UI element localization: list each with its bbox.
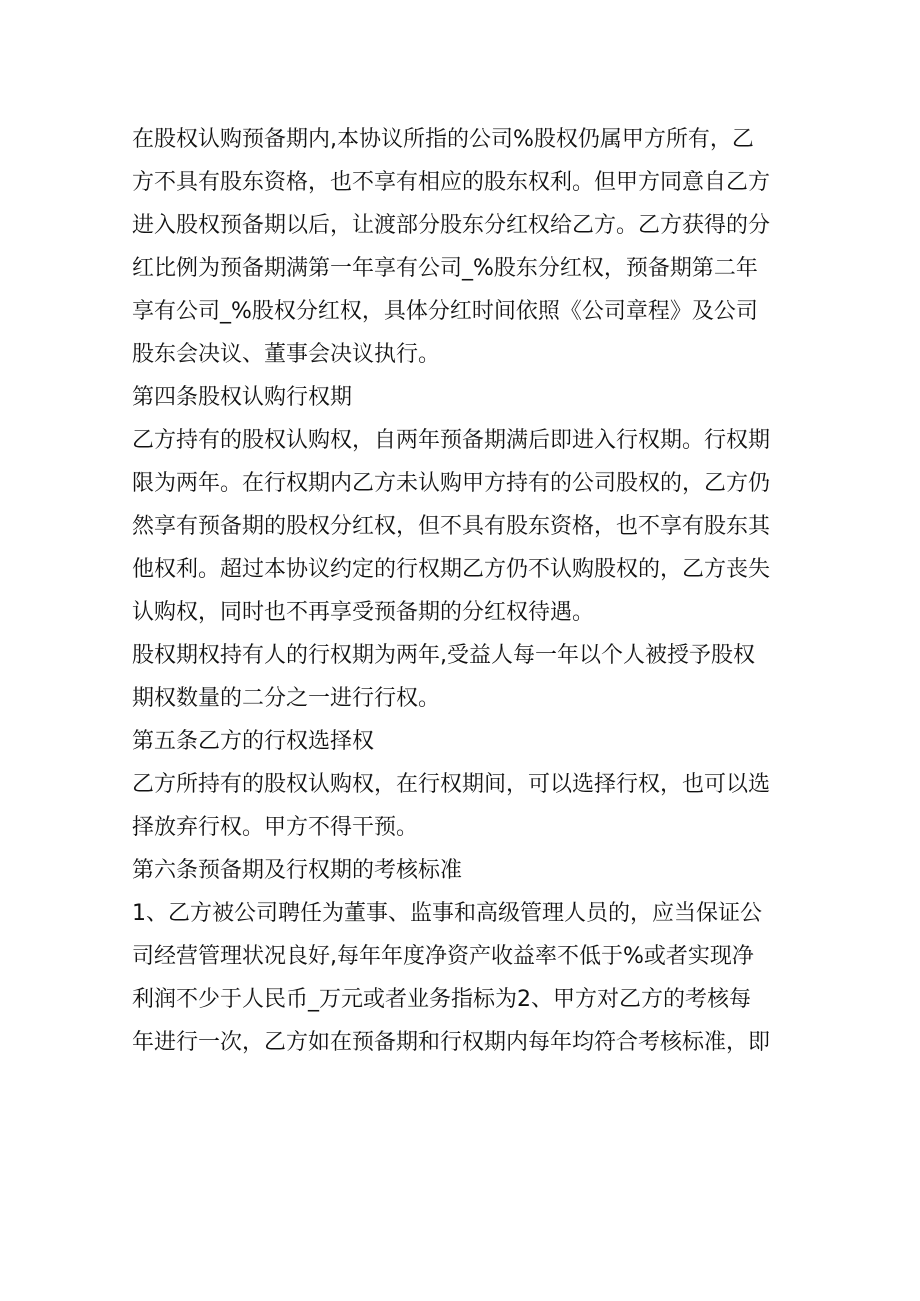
text-line: 股东会决议、董事会决议执行。 bbox=[132, 342, 441, 367]
text-line: 期权数量的二分之一进行行权。 bbox=[132, 686, 441, 711]
heading-article-5 bbox=[132, 720, 797, 763]
text-line: 股权期权持有人的行权期为两年,受益人每一年以个人被授予股权 bbox=[132, 643, 755, 668]
text-line: 然享有预备期的股权分红权，但不具有股东资格，也不享有股东其 bbox=[132, 514, 771, 539]
paragraph-exercise-choice bbox=[132, 763, 797, 849]
text-line: 年进行一次，乙方如在预备期和行权期内每年均符合考核标准，即 bbox=[132, 1030, 771, 1055]
heading-article-6 bbox=[132, 849, 797, 892]
section-heading: 第六条预备期及行权期的考核标准 bbox=[132, 858, 463, 883]
text-line: 他权利。超过本协议约定的行权期乙方仍不认购股权的，乙方丧失 bbox=[132, 557, 771, 582]
text-line: 乙方所持有的股权认购权，在行权期间，可以选择行权，也可以选 bbox=[132, 772, 771, 797]
text-line: 利润不少于人民币_万元或者业务指标为2、甲方对乙方的考核每 bbox=[132, 987, 751, 1012]
section-heading: 第四条股权认购行权期 bbox=[132, 385, 353, 410]
text-line: 认购权，同时也不再享受预备期的分红权待遇。 bbox=[132, 600, 595, 625]
text-line: 进入股权预备期以后，让渡部分股东分红权给乙方。乙方获得的分 bbox=[132, 213, 771, 238]
text-line: 司经营管理状况良好,每年年度净资产收益率不低于%或者实现净 bbox=[132, 944, 754, 969]
text-line: 乙方持有的股权认购权，自两年预备期满后即进入行权期。行权期 bbox=[132, 428, 771, 453]
paragraph-assessment-standard bbox=[132, 892, 797, 1064]
text-line: 在股权认购预备期内,本协议所指的公司%股权仍属甲方所有，乙 bbox=[132, 127, 754, 152]
text-line: 红比例为预备期满第一年享有公司_%股东分红权，预备期第二年 bbox=[132, 256, 758, 281]
text-line: 限为两年。在行权期内乙方未认购甲方持有的公司股权的，乙方仍 bbox=[132, 471, 771, 496]
paragraph-equity-subscription-preparation bbox=[132, 118, 797, 376]
text-line: 方不具有股东资格，也不享有相应的股东权利。但甲方同意自乙方 bbox=[132, 170, 771, 195]
text-line: 享有公司_%股权分红权，具体分红时间依照《公司章程》及公司 bbox=[132, 299, 758, 324]
text-line: 1、乙方被公司聘任为董事、监事和高级管理人员的，应当保证公 bbox=[132, 901, 762, 926]
section-heading: 第五条乙方的行权选择权 bbox=[132, 729, 375, 754]
document-body bbox=[132, 118, 797, 1064]
paragraph-option-holder-exercise bbox=[132, 634, 797, 720]
paragraph-exercise-period bbox=[132, 419, 797, 634]
heading-article-4 bbox=[132, 376, 797, 419]
text-line: 择放弃行权。甲方不得干预。 bbox=[132, 815, 419, 840]
